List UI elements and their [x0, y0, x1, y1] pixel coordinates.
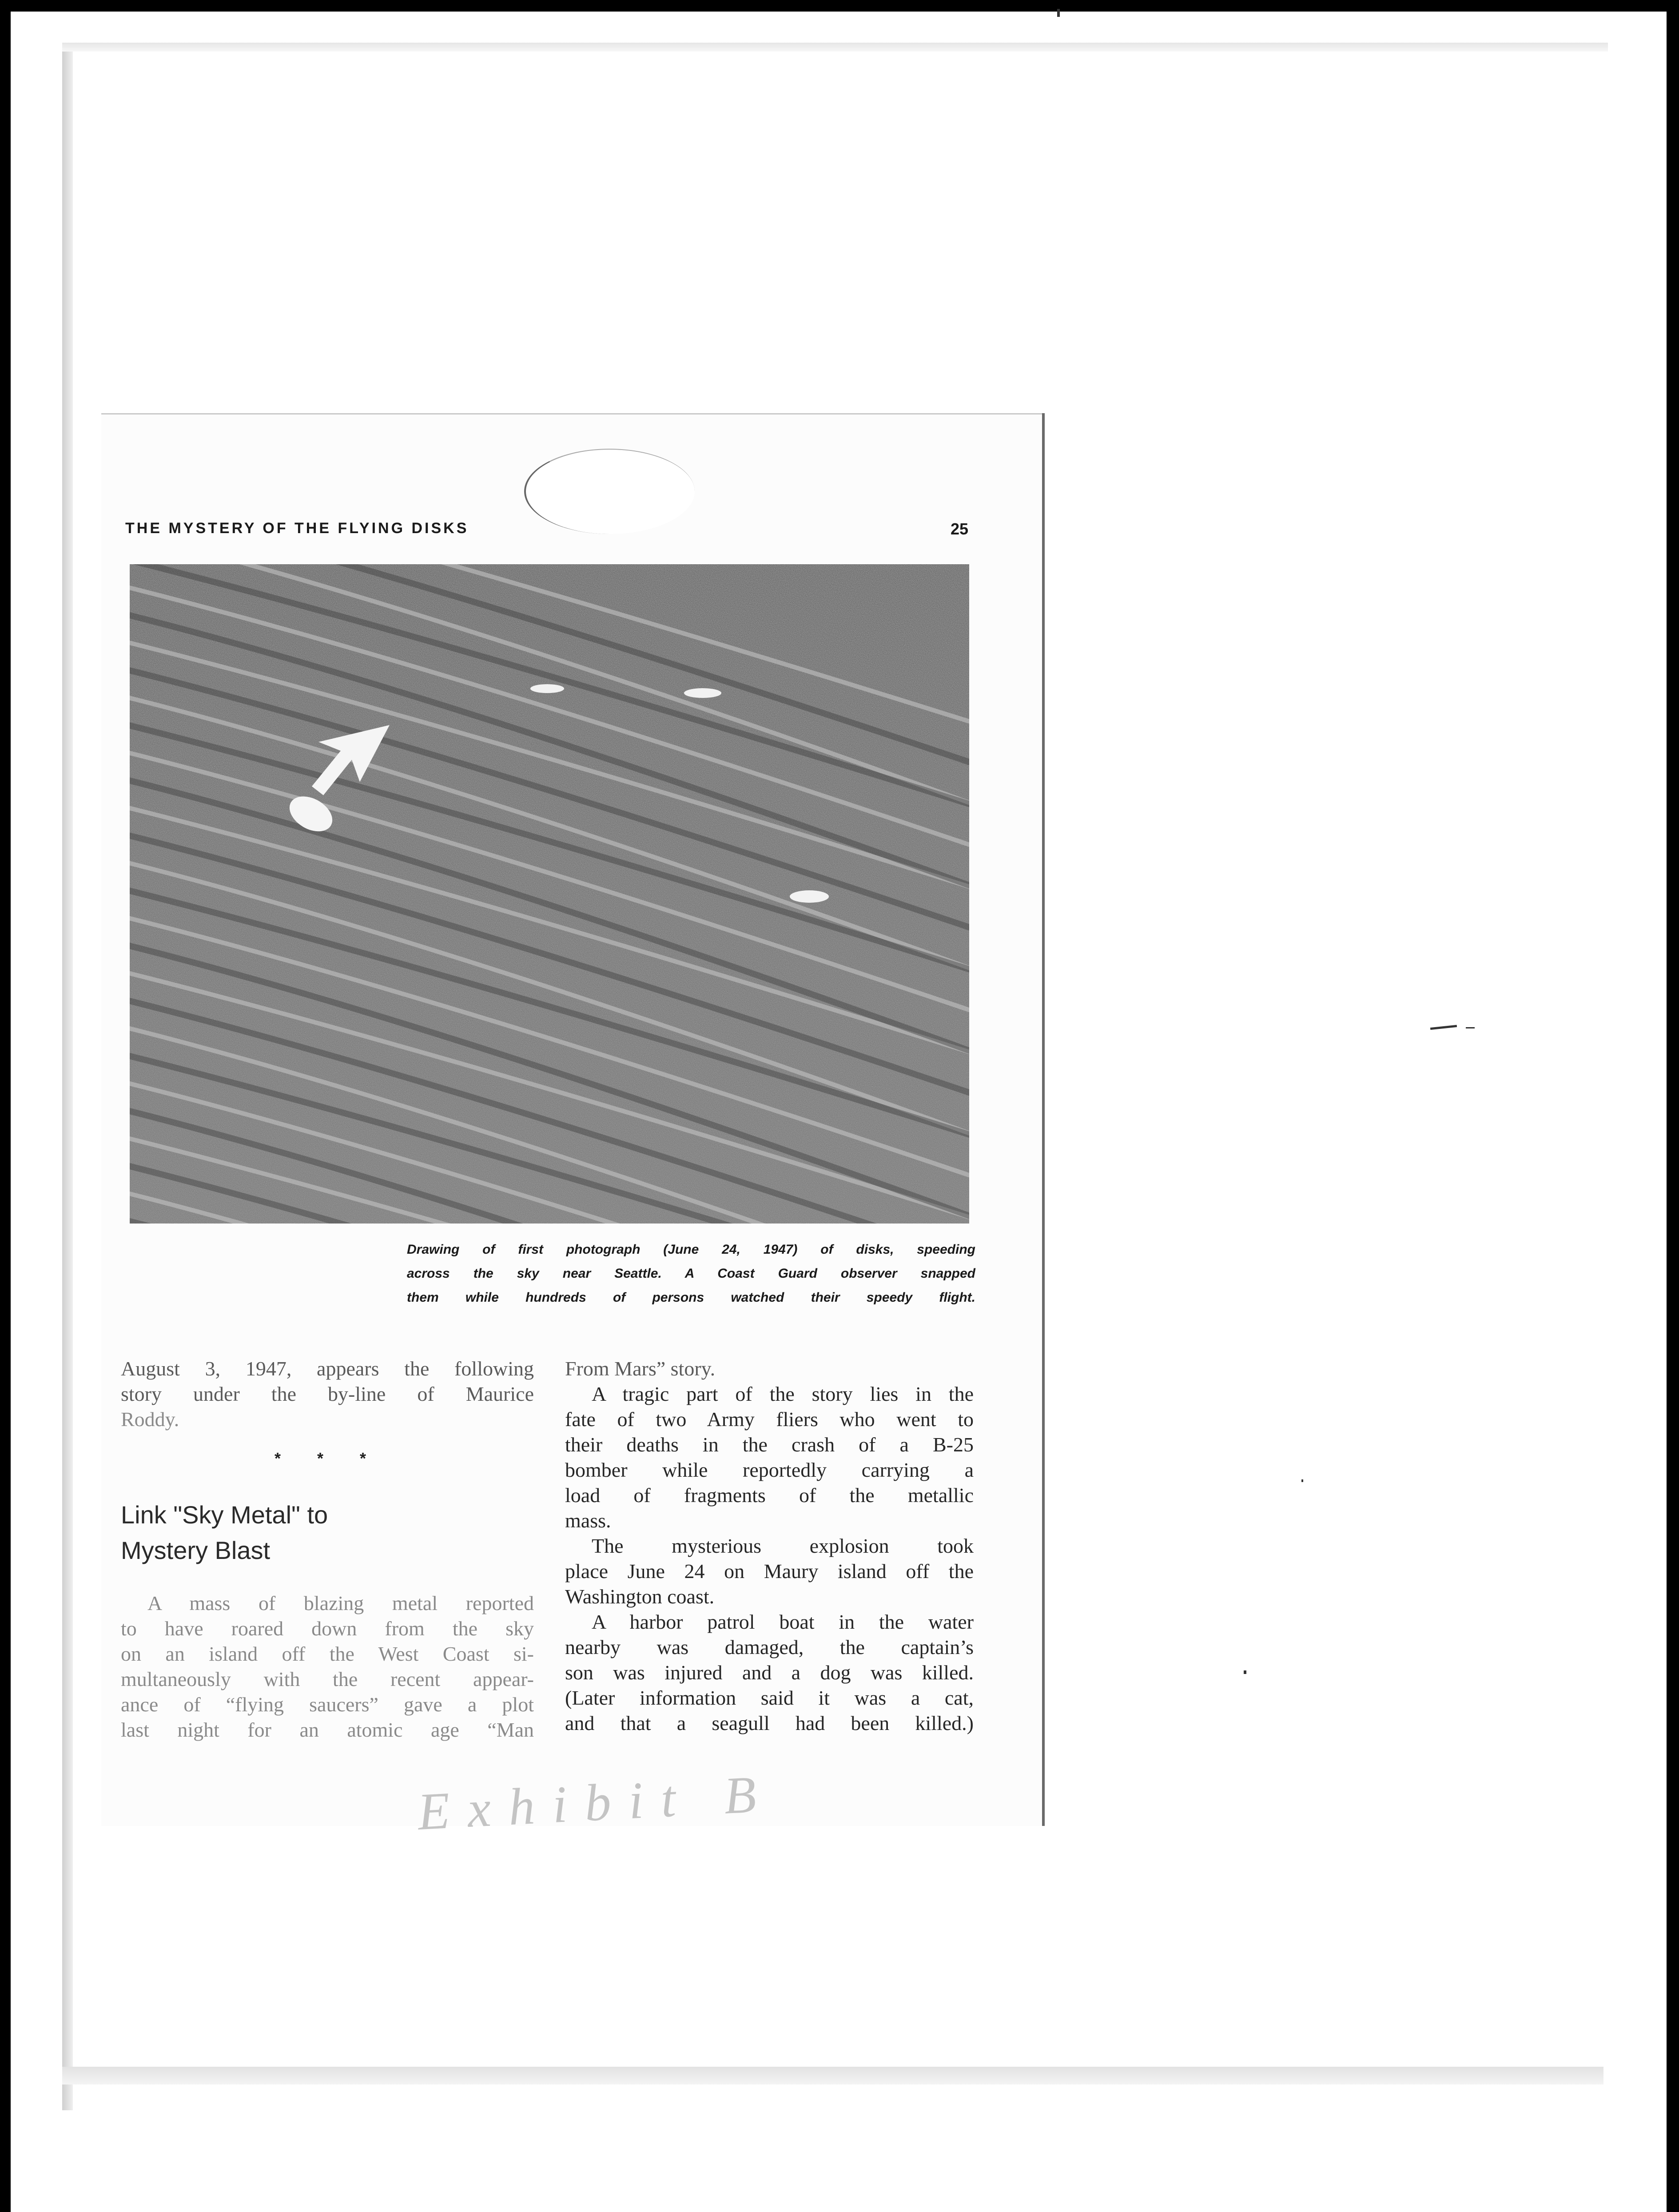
- scan-speck: [1244, 1670, 1246, 1674]
- photo-caption: [407, 1238, 975, 1310]
- intro-paragraph: [121, 1356, 534, 1432]
- handwritten-exhibit-note: Exhibit B: [416, 1764, 776, 1841]
- text-line: on an island off the West Coast si-: [121, 1642, 534, 1665]
- text-line: place June 24 on Maury island off the: [565, 1560, 974, 1582]
- clipping-right-edge: [1042, 413, 1045, 1826]
- section-separator: * * *: [275, 1449, 382, 1467]
- text-line: A harbor patrol boat in the water: [592, 1610, 974, 1633]
- clipping-top-edge: [101, 413, 1045, 415]
- scan-frame-left: [0, 0, 11, 2212]
- text-line: A tragic part of the story lies in the: [592, 1383, 974, 1405]
- text-line: mass.: [565, 1509, 611, 1532]
- text-line: and that a seagull had been killed.): [565, 1712, 974, 1734]
- text-line: last night for an atomic age “Man: [121, 1718, 534, 1741]
- flying-disk: [790, 890, 829, 903]
- flying-disk: [684, 688, 721, 698]
- text-line: fate of two Army fliers who went to: [565, 1408, 974, 1431]
- headline-line: Mystery Blast: [121, 1536, 271, 1564]
- caption-line: across the sky near Seattle. A Coast Guard observer snapped: [407, 1266, 975, 1281]
- text-line: Washington coast.: [565, 1585, 715, 1608]
- article-body-right: [565, 1356, 974, 1736]
- scan-speck: [1057, 9, 1060, 17]
- article-headline: [121, 1497, 521, 1568]
- text-line: (Later information said it was a cat,: [565, 1686, 974, 1709]
- text-line: Roddy.: [121, 1408, 179, 1431]
- sky-drawing-svg: [130, 564, 969, 1224]
- text-line: multaneously with the recent appear-: [121, 1668, 534, 1690]
- scan-frame-right: [1667, 0, 1679, 2212]
- scan-speck: [1301, 1479, 1303, 1482]
- text-line: story under the by-line of Maurice: [121, 1383, 534, 1405]
- text-line: to have roared down from the sky: [121, 1617, 534, 1640]
- text-line: August 3, 1947, appears the following: [121, 1357, 534, 1380]
- text-line: nearby was damaged, the captain’s: [565, 1636, 974, 1658]
- text-line: A mass of blazing metal reported: [147, 1592, 534, 1614]
- scan-shadow-left: [62, 44, 73, 2110]
- scan-shadow-top: [62, 43, 1608, 52]
- headline-line: Link "Sky Metal" to: [121, 1501, 328, 1529]
- text-line: load of fragments of the metallic: [565, 1484, 974, 1507]
- page-number: 25: [951, 520, 969, 538]
- text-line: their deaths in the crash of a B-25: [565, 1433, 974, 1456]
- article-body-left: [121, 1590, 534, 1742]
- scan-speck: [1466, 1027, 1475, 1028]
- caption-line: Drawing of first photograph (June 24, 1947) of disks, speeding: [407, 1242, 975, 1257]
- scan-shadow-bottom: [62, 2067, 1603, 2084]
- flying-disk: [530, 684, 564, 693]
- text-line: ance of “flying saucers” gave a plot: [121, 1693, 534, 1716]
- text-line: The mysterious explosion took: [592, 1534, 974, 1557]
- text-line: bomber while reportedly carrying a: [565, 1459, 974, 1481]
- running-head: THE MYSTERY OF THE FLYING DISKS: [125, 520, 469, 537]
- text-line: From Mars” story.: [565, 1357, 716, 1380]
- text-line: son was injured and a dog was killed.: [565, 1661, 974, 1684]
- scan-speck: [1430, 1025, 1457, 1030]
- disk-photo-drawing: [130, 564, 969, 1224]
- caption-line: them while hundreds of persons watched their speedy flight.: [407, 1290, 975, 1305]
- scan-frame-top: [0, 0, 1679, 12]
